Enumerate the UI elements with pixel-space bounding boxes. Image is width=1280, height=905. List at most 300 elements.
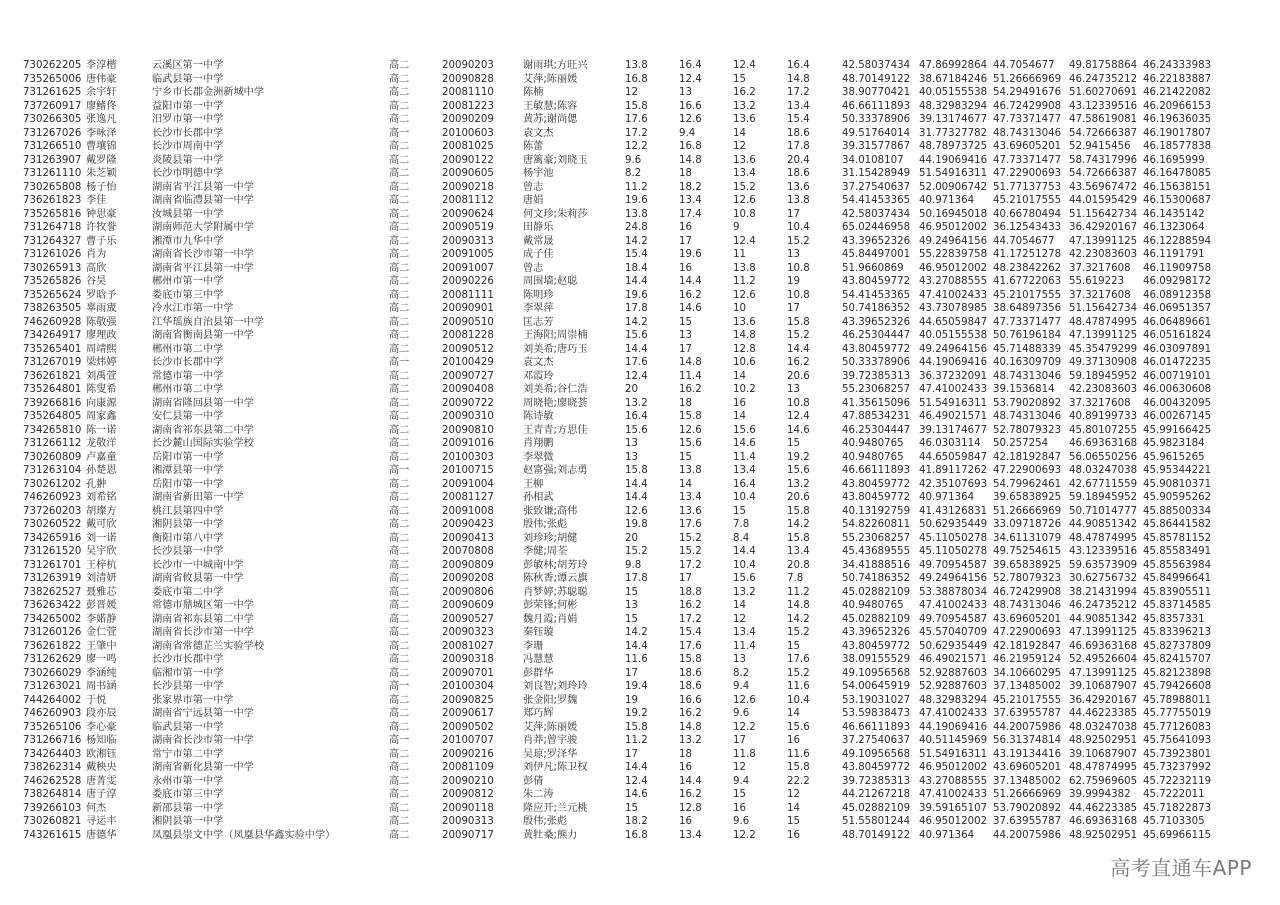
cell-score-3: 11.8 [733,748,756,760]
cell-std-score-2: 45.11050278 [919,532,988,544]
cell-score-1: 13 [625,451,638,463]
cell-std-score-2: 46.0303114 [919,438,981,449]
cell-total-std-score: 46.20966153 [1143,100,1212,112]
cell-std-score-2: 49.70954587 [919,559,988,571]
cell-school: 张家界市第一中学 [152,694,234,706]
cell-grade: 高二 [389,802,410,814]
cell-exam-id: 736261821 [23,370,82,382]
cell-std-score-2: 46.49021571 [919,411,988,422]
cell-grade: 高二 [389,424,410,436]
cell-student-name: 曹壤锦 [86,141,117,152]
cell-score-3: 16 [733,397,746,409]
cell-grade: 高二 [389,262,410,274]
cell-total-std-score: 46.21422082 [1143,87,1212,98]
cell-std-score-3: 38.64897356 [993,303,1062,314]
cell-std-score-2: 49.70954587 [919,613,988,625]
cell-school: 常宁市第二中学 [152,748,224,760]
table-row [0,491,1280,505]
table-row [0,829,1280,843]
cell-score-1: 14.4 [625,492,648,503]
cell-birth-date: 20100707 [442,735,494,746]
cell-grade: 高一 [389,357,410,368]
cell-grade: 高二 [389,343,410,355]
cell-teacher: 肖莽;曾宇骏 [523,735,578,746]
cell-score-2: 17 [679,573,692,584]
cell-grade: 高二 [389,384,410,395]
cell-std-score-4: 48.03247038 [1069,721,1138,733]
cell-teacher: 陈蕾 [523,141,544,152]
cell-total-std-score: 45.95344221 [1143,465,1212,476]
cell-teacher: 袁文杰 [523,357,554,368]
cell-score-4: 15.6 [787,465,810,476]
cell-score-3: 10.2 [733,384,756,395]
cell-score-1: 16.8 [625,829,648,841]
cell-std-score-2: 39.59165107 [919,802,988,814]
cell-std-score-3: 47.73371477 [993,154,1062,166]
cell-score-3: 9.4 [733,681,750,692]
cell-score-1: 14.4 [625,276,648,287]
cell-score-1: 17.2 [625,127,648,139]
cell-score-2: 14.8 [679,154,702,166]
table-row [0,167,1280,181]
cell-score-3: 11 [733,249,746,260]
cell-student-name: 钟思豪 [86,208,117,220]
cell-score-4: 13.4 [787,100,810,112]
cell-grade: 高一 [389,735,410,746]
cell-student-name: 刘清妍 [86,573,117,584]
cell-std-score-1: 47.88534231 [842,411,911,422]
table-row [0,680,1280,694]
cell-student-name: 李佳 [86,195,107,206]
cell-score-1: 13.8 [625,208,648,220]
cell-teacher: 郑巧辉 [523,708,554,719]
cell-score-2: 16.2 [679,384,702,395]
cell-total-std-score: 45.86441582 [1143,519,1212,530]
cell-teacher: 周围墙;赵聪 [523,276,578,287]
cell-score-1: 15 [625,586,638,598]
cell-score-4: 12.4 [787,411,810,422]
cell-exam-id: 735264805 [23,411,82,422]
cell-score-4: 11.6 [787,681,810,692]
cell-total-std-score: 46.18577838 [1143,141,1212,152]
cell-std-score-2: 40.05155538 [919,330,988,341]
cell-total-std-score: 45.71822873 [1143,802,1212,814]
cell-score-1: 17.6 [625,357,648,368]
cell-score-3: 9.4 [733,775,750,787]
cell-student-name: 李淳楷 [86,60,117,71]
cell-birth-date: 20081223 [442,100,494,112]
cell-teacher: 彭敏林;胡芳玲 [523,559,588,571]
cell-score-2: 16 [679,762,692,773]
cell-teacher: 李翠微 [523,451,554,463]
cell-std-score-3: 37.13485002 [993,775,1062,787]
cell-std-score-4: 44.46223385 [1069,708,1138,719]
cell-score-1: 12.4 [625,370,648,382]
cell-score-4: 14.4 [787,343,810,355]
cell-total-std-score: 45.79426608 [1143,681,1212,692]
cell-school: 常德市第一中学 [152,370,224,382]
cell-exam-id: 731263907 [23,154,82,166]
cell-score-4: 16.4 [787,60,810,71]
cell-std-score-2: 43.27088555 [919,276,988,287]
cell-total-std-score: 46.1435142 [1143,208,1205,220]
cell-std-score-3: 40.16309709 [993,357,1062,368]
cell-std-score-3: 41.67722063 [993,276,1062,287]
cell-school: 湖南师范大学附属中学 [152,222,254,233]
cell-std-score-3: 52.78079323 [993,573,1062,584]
cell-score-4: 20.6 [787,370,810,382]
cell-std-score-3: 43.69605201 [993,613,1062,625]
cell-score-1: 9.6 [625,154,642,166]
cell-std-score-3: 47.73371477 [993,316,1062,328]
cell-std-score-4: 42.67711559 [1069,478,1138,490]
cell-student-name: 王梓杭 [86,559,117,571]
cell-std-score-4: 42.23083603 [1069,249,1138,260]
table-row [0,545,1280,559]
cell-grade: 高二 [389,829,410,841]
cell-grade: 高二 [389,276,410,287]
cell-student-name: 向康源 [86,397,117,409]
cell-score-3: 10 [733,303,746,314]
cell-teacher: 陈秋香;谭云旗 [523,573,588,584]
cell-student-name: 李心豪 [86,721,117,733]
cell-student-name: 于悦 [86,694,107,706]
cell-std-score-1: 55.23068257 [842,532,911,544]
cell-std-score-3: 53.79020892 [993,802,1062,814]
cell-score-2: 12.8 [679,802,702,814]
cell-std-score-3: 48.74313046 [993,370,1062,382]
cell-std-score-1: 43.39652326 [842,627,911,638]
cell-student-name: 陈叟希 [86,384,117,395]
cell-score-2: 13.6 [679,505,702,517]
cell-total-std-score: 45.82123898 [1143,667,1212,679]
cell-total-std-score: 46.08912358 [1143,289,1212,301]
cell-school: 湖南省平江县第一中学 [152,262,254,274]
cell-total-std-score: 46.1191791 [1143,249,1205,260]
cell-birth-date: 20081127 [442,492,494,503]
cell-score-4: 19.2 [787,451,810,463]
cell-std-score-1: 50.33378906 [842,114,911,125]
cell-birth-date: 20090806 [442,586,494,598]
cell-score-3: 14 [733,370,746,382]
cell-total-std-score: 46.11909758 [1143,262,1212,274]
cell-std-score-3: 51.26666969 [993,505,1062,517]
cell-exam-id: 730260522 [23,519,82,530]
cell-std-score-4: 45.80107255 [1069,424,1138,436]
cell-exam-id: 730261202 [23,478,82,490]
cell-exam-id: 744264002 [23,694,82,706]
cell-score-2: 18 [679,748,692,760]
cell-teacher: 成子佳 [523,249,554,260]
cell-std-score-3: 49.75254615 [993,546,1062,557]
cell-score-3: 8.4 [733,532,750,544]
cell-std-score-2: 47.41002433 [919,384,988,395]
cell-score-4: 14.8 [787,600,810,611]
cell-school: 郴州市第二中学 [152,343,224,355]
cell-school: 云溪区第一中学 [152,60,224,71]
cell-score-3: 15.6 [733,573,756,584]
cell-birth-date: 20100715 [442,465,494,476]
cell-grade: 高二 [389,330,410,341]
cell-std-score-2: 43.27088555 [919,775,988,787]
cell-score-1: 19.6 [625,195,648,206]
cell-std-score-2: 44.19069416 [919,154,988,166]
cell-student-name: 刘一诺 [86,532,117,544]
table-row [0,626,1280,640]
cell-score-3: 16 [733,802,746,814]
cell-std-score-2: 36.37232091 [919,370,988,382]
cell-grade: 高二 [389,694,410,706]
cell-school: 凤凰县崇文中学（凤凰县华鑫实验中学） [152,829,336,841]
cell-school: 临武县第一中学 [152,721,224,733]
cell-total-std-score: 46.03097891 [1143,343,1212,355]
cell-student-name: 许牧誉 [86,222,117,233]
cell-teacher: 艾萍;陈丽媛 [523,721,578,733]
cell-score-2: 15.2 [679,532,702,544]
cell-std-score-1: 43.80459772 [842,276,911,287]
cell-teacher: 王敏慧;陈容 [523,100,578,112]
cell-teacher: 张致谦;高伟 [523,505,578,517]
cell-grade: 高二 [389,478,410,490]
cell-std-score-1: 50.33378906 [842,357,911,368]
cell-grade: 高二 [389,100,410,112]
cell-score-4: 13.6 [787,181,810,193]
cell-teacher: 魏月霞;肖娟 [523,613,578,625]
cell-score-4: 17.8 [787,141,810,152]
cell-exam-id: 735265826 [23,276,82,287]
cell-student-name: 朱芝颖 [86,168,117,179]
cell-teacher: 赵富强;刘志勇 [523,465,588,476]
cell-student-name: 肖为 [86,249,107,260]
cell-score-2: 17 [679,343,692,355]
cell-exam-id: 731261110 [23,168,82,179]
cell-total-std-score: 45.78988011 [1143,694,1212,706]
cell-score-3: 14 [733,127,746,139]
cell-score-2: 16.2 [679,289,702,301]
cell-school: 湖南省宁远县第一中学 [152,708,254,719]
cell-exam-id: 736261823 [23,195,82,206]
cell-std-score-1: 39.72385313 [842,370,911,382]
cell-exam-id: 731266112 [23,438,82,449]
cell-exam-id: 737260917 [23,100,82,112]
table-row [0,532,1280,546]
cell-std-score-2: 39.13174677 [919,114,988,125]
cell-exam-id: 735264801 [23,384,82,395]
cell-total-std-score: 46.15638151 [1143,181,1212,193]
cell-score-3: 14.6 [733,438,756,449]
cell-score-1: 20 [625,532,638,544]
cell-grade: 高二 [389,627,410,638]
cell-birth-date: 20091004 [442,478,494,490]
cell-grade: 高二 [389,141,410,152]
cell-std-score-4: 42.23083603 [1069,384,1138,395]
cell-school: 常德市鼎城区第一中学 [152,600,254,611]
cell-score-4: 14.8 [787,73,810,85]
cell-std-score-4: 48.47874995 [1069,532,1138,544]
cell-student-name: 唐子淳 [86,789,117,800]
cell-total-std-score: 46.06951357 [1143,303,1212,314]
cell-std-score-2: 46.95012002 [919,762,988,773]
cell-std-score-1: 43.39652326 [842,235,911,247]
cell-exam-id: 738263505 [23,303,82,314]
cell-score-4: 20.4 [787,154,810,166]
table-row [0,518,1280,532]
cell-score-4: 15.2 [787,667,810,679]
cell-std-score-1: 45.02882109 [842,802,911,814]
cell-teacher: 陈明珍 [523,289,554,301]
cell-score-3: 9.6 [733,708,750,719]
cell-score-4: 16.2 [787,357,810,368]
cell-grade: 高二 [389,168,410,179]
cell-birth-date: 20090901 [442,303,494,314]
cell-std-score-2: 51.54916311 [919,168,988,179]
cell-teacher: 匡志芳 [523,316,554,328]
cell-score-3: 13.6 [733,154,756,166]
cell-total-std-score: 45.73923801 [1143,748,1212,760]
cell-std-score-3: 39.65838925 [993,559,1062,571]
cell-score-2: 14 [679,478,692,490]
cell-std-score-1: 53.59838473 [842,708,911,719]
cell-grade: 高二 [389,586,410,598]
table-row [0,464,1280,478]
cell-std-score-1: 43.80459772 [842,478,911,490]
cell-birth-date: 20081109 [442,762,494,773]
cell-exam-id: 731261520 [23,546,82,557]
cell-score-2: 17.2 [679,613,702,625]
cell-std-score-2: 47.41002433 [919,789,988,800]
cell-total-std-score: 45.88500334 [1143,505,1212,517]
cell-school: 湘阴县第一中学 [152,519,224,530]
cell-exam-id: 731267026 [23,127,82,139]
cell-exam-id: 731261026 [23,249,82,260]
cell-total-std-score: 45.85781152 [1143,532,1212,544]
cell-std-score-2: 42.35107693 [919,478,988,490]
cell-school: 娄底市第二中学 [152,586,224,598]
cell-std-score-2: 51.54916311 [919,397,988,409]
cell-teacher: 唐娟 [523,195,544,206]
cell-score-4: 15.8 [787,316,810,328]
table-row [0,559,1280,573]
cell-birth-date: 20081025 [442,141,494,152]
cell-birth-date: 20090701 [442,667,494,679]
cell-student-name: 廖鳍佟 [86,100,117,112]
cell-student-name: 余宇轩 [86,87,117,98]
cell-score-3: 12.6 [733,289,756,301]
cell-std-score-1: 55.23068257 [842,384,911,395]
cell-school: 湖南省长沙市第一中学 [152,249,254,260]
cell-grade: 高二 [389,438,410,449]
cell-std-score-4: 48.03247038 [1069,465,1138,476]
cell-std-score-2: 44.65059847 [919,451,988,463]
cell-student-name: 戴罗隆 [86,154,117,166]
cell-total-std-score: 46.12288594 [1143,235,1212,247]
cell-score-4: 14 [787,708,800,719]
cell-score-4: 12 [787,789,800,800]
cell-score-1: 17.8 [625,573,648,584]
cell-student-name: 周书涵 [86,681,117,692]
cell-total-std-score: 46.06489661 [1143,316,1212,328]
cell-std-score-3: 34.10660295 [993,667,1062,679]
cell-score-2: 13.4 [679,829,702,841]
cell-student-name: 戴可欣 [86,519,117,530]
cell-score-3: 12.2 [733,829,756,841]
cell-birth-date: 20090209 [442,114,494,125]
cell-school: 汝城县第一中学 [152,208,224,220]
cell-exam-id: 739266103 [23,802,82,814]
cell-exam-id: 735265401 [23,343,82,355]
cell-teacher: 王青青;方思佳 [523,424,588,436]
cell-score-1: 19.6 [625,289,648,301]
cell-std-score-1: 46.66111893 [842,465,911,476]
cell-exam-id: 746262528 [23,775,82,787]
cell-std-score-3: 46.72429908 [993,586,1062,598]
cell-score-4: 20.8 [787,559,810,571]
cell-grade: 高二 [389,289,410,301]
cell-score-3: 14.4 [733,546,756,557]
cell-std-score-1: 49.10956568 [842,748,911,760]
cell-std-score-4: 39.9994382 [1069,789,1131,800]
cell-score-2: 9.4 [679,127,696,139]
cell-grade: 高二 [389,816,410,827]
cell-std-score-1: 34.41888516 [842,559,911,571]
cell-exam-id: 731262629 [23,654,82,665]
cell-std-score-4: 58.74317996 [1069,154,1138,166]
cell-student-name: 李咏泽 [86,127,117,139]
cell-std-score-2: 40.51145969 [919,735,988,746]
cell-score-2: 18 [679,397,692,409]
cell-score-1: 17.6 [625,114,648,125]
table-row [0,802,1280,816]
cell-score-2: 18.2 [679,181,702,193]
cell-score-2: 17.2 [679,559,702,571]
cell-total-std-score: 46.22183887 [1143,73,1212,85]
cell-school: 汨罗市第一中学 [152,114,224,125]
cell-score-2: 16.6 [679,694,702,706]
cell-student-name: 王肇中 [86,640,117,652]
cell-std-score-4: 55.619223 [1069,276,1125,287]
cell-total-std-score: 46.05161824 [1143,330,1212,341]
cell-student-name: 周靖熙 [86,343,117,355]
cell-student-name: 李涵纯 [86,667,117,679]
cell-grade: 高一 [389,681,410,692]
cell-std-score-1: 49.10956568 [842,667,911,679]
cell-score-3: 13.4 [733,168,756,179]
cell-std-score-1: 51.9660869 [842,262,904,274]
cell-std-score-1: 45.43689555 [842,546,911,557]
cell-school: 益阳市第一中学 [152,100,224,112]
cell-student-name: 孙楚恩 [86,465,117,476]
cell-std-score-2: 45.11050278 [919,546,988,557]
cell-student-name: 吴宇欣 [86,546,117,557]
cell-score-4: 15.2 [787,627,810,638]
cell-score-3: 13.4 [733,465,756,476]
table-row [0,248,1280,262]
cell-grade: 高二 [389,654,410,665]
cell-school: 长沙麓山国际实验学校 [152,438,254,449]
cell-grade: 高二 [389,505,410,517]
cell-student-name: 卢嘉童 [86,451,117,463]
table-row [0,424,1280,438]
cell-std-score-2: 39.13174677 [919,424,988,436]
cell-std-score-1: 45.84497001 [842,249,911,260]
cell-std-score-2: 52.00906742 [919,181,988,193]
cell-std-score-2: 47.41002433 [919,289,988,301]
cell-std-score-3: 48.74313046 [993,127,1062,139]
cell-student-name: 辜雨宬 [86,303,117,314]
cell-std-score-4: 39.10687907 [1069,681,1138,692]
cell-birth-date: 20081111 [442,289,494,301]
cell-std-score-2: 48.32983294 [919,694,988,706]
